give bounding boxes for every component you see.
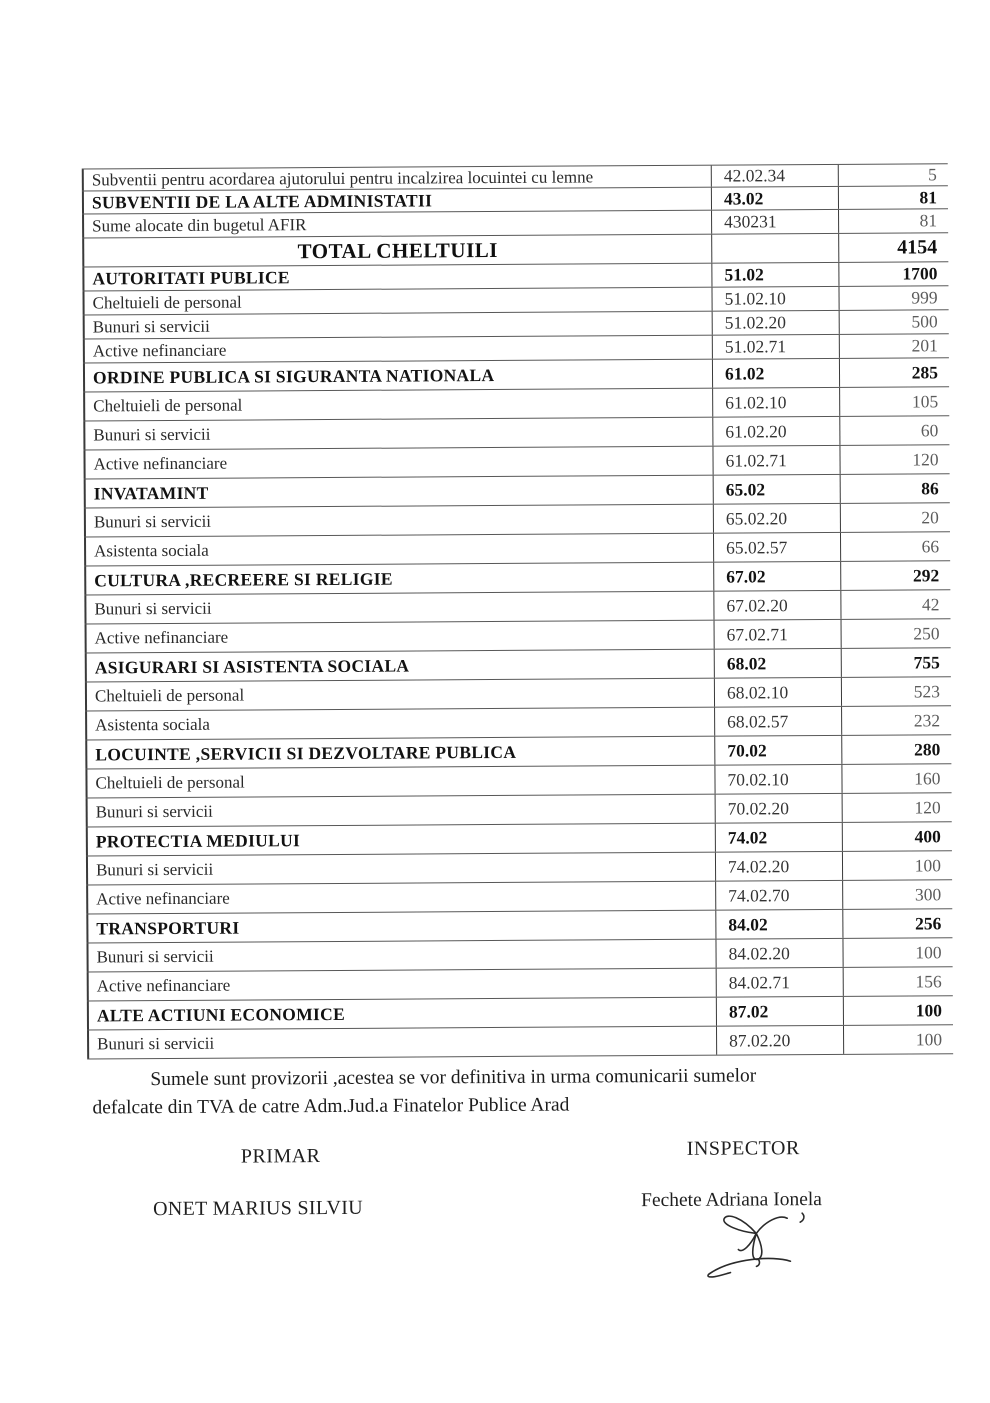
row-label-cell: Subventii pentru acordarea ajutorului pentru incalzirea locuintei cu lemne xyxy=(82,166,712,191)
row-value-cell: 250 xyxy=(913,622,940,643)
row-label-cell: TOTAL CHELTUILI xyxy=(82,235,712,267)
row-code-cell: 87.02 xyxy=(717,997,844,1026)
row-value-cell: 5 xyxy=(927,164,937,185)
row-value-cell: 285 xyxy=(911,361,939,382)
row-label-cell: Cheltuieli de personal xyxy=(85,766,715,798)
row-value-cell: 100 xyxy=(915,1028,943,1049)
row-value-cell: 66 xyxy=(921,535,940,556)
table-row xyxy=(87,1025,953,1059)
row-label-cell: ALTE ACTIUNI ECONOMICE xyxy=(87,998,717,1030)
inspector-name: Fechete Adriana Ionela xyxy=(640,1189,822,1212)
row-code-cell: 68.02.57 xyxy=(715,707,842,736)
primar-title: PRIMAR xyxy=(240,1145,321,1168)
budget-table xyxy=(82,163,953,1059)
row-value-cell: 755 xyxy=(913,651,940,672)
row-code-cell: 84.02 xyxy=(716,910,843,939)
handwritten-signature xyxy=(696,1206,826,1283)
row-value-cell: 42 xyxy=(921,593,940,614)
row-value-cell: 256 xyxy=(915,912,942,933)
row-code-cell: 430231 xyxy=(712,210,839,234)
row-code-cell: 84.02.71 xyxy=(717,968,844,997)
row-label-cell: Cheltuieli de personal xyxy=(82,288,712,315)
row-code-cell: 67.02 xyxy=(714,562,841,591)
primar-name: ONET MARIUS SILVIU xyxy=(153,1196,364,1221)
row-code-cell: 70.02.20 xyxy=(716,794,843,823)
row-value-cell: 292 xyxy=(912,564,940,585)
row-label-cell: Sume alocate din bugetul AFIR xyxy=(82,211,712,238)
row-code-cell: 74.02.20 xyxy=(716,852,843,881)
row-label-cell: Bunuri si servicii xyxy=(86,853,716,885)
row-value-cell: 100 xyxy=(915,941,942,962)
row-label-cell: Bunuri si servicii xyxy=(83,418,713,450)
row-label-cell: AUTORITATI PUBLICE xyxy=(82,264,712,291)
row-code-cell: 70.02 xyxy=(715,736,842,765)
row-code-cell: 74.02 xyxy=(716,823,843,852)
row-code-cell: 61.02.71 xyxy=(713,446,840,475)
row-value-cell: 81 xyxy=(919,210,938,231)
row-value-cell: 100 xyxy=(915,999,942,1020)
row-value-cell: 60 xyxy=(920,419,939,440)
row-value-cell: 105 xyxy=(911,390,939,411)
row-code-cell: 65.02.57 xyxy=(714,533,841,562)
row-code-cell: 51.02.71 xyxy=(713,335,840,359)
note-line-2: defalcate din TVA de catre Adm.Jud.a Finatelor Publice Arad xyxy=(92,1094,570,1119)
row-value-cell: 500 xyxy=(911,311,938,332)
row-code-cell: 74.02.70 xyxy=(716,881,843,910)
row-label-cell: Bunuri si servicii xyxy=(84,505,714,537)
row-code-cell: 68.02.10 xyxy=(715,678,842,707)
row-label-cell: CULTURA ,RECREERE SI RELIGIE xyxy=(84,563,714,595)
row-code-cell: 61.02.20 xyxy=(713,417,840,446)
row-label-cell: INVATAMINT xyxy=(84,476,714,508)
row-value-cell: 280 xyxy=(913,738,941,759)
row-value-cell: 523 xyxy=(913,680,941,701)
row-value-cell: 86 xyxy=(921,477,939,498)
row-value-cell: 999 xyxy=(911,287,938,308)
inspector-title: INSPECTOR xyxy=(686,1137,800,1160)
row-value-cell: 201 xyxy=(911,335,938,356)
row-code-cell: 68.02 xyxy=(715,649,842,678)
row-label-cell: ORDINE PUBLICA SI SIGURANTA NATIONALA xyxy=(83,360,713,392)
row-value-cell: 4154 xyxy=(897,235,938,259)
row-code-cell: 65.02 xyxy=(714,475,841,504)
note-line-1: Sumele sunt provizorii ,acestea se vor definitiva in urma comunicarii sumelor xyxy=(150,1065,757,1091)
row-value-cell: 400 xyxy=(914,825,941,846)
row-value-cell: 120 xyxy=(912,448,939,469)
row-code-cell: 51.02 xyxy=(712,263,839,287)
row-code-cell xyxy=(712,234,839,263)
row-label-cell: Active nefinanciare xyxy=(83,447,713,479)
row-code-cell: 67.02.20 xyxy=(714,591,841,620)
row-label-cell: SUBVENTII DE LA ALTE ADMINISTATII xyxy=(82,188,712,214)
row-value-cell: 300 xyxy=(914,883,942,904)
row-value-cell: 232 xyxy=(913,709,941,730)
row-label-cell: Bunuri si servicii xyxy=(84,592,714,624)
row-label-cell: Cheltuieli de personal xyxy=(83,389,713,421)
row-label-cell: Active nefinanciare xyxy=(86,882,716,914)
row-code-cell: 61.02 xyxy=(713,359,840,388)
row-label-cell: Active nefinanciare xyxy=(85,621,715,653)
row-code-cell: 67.02.71 xyxy=(715,620,842,649)
row-code-cell: 43.02 xyxy=(712,187,839,210)
row-label-cell: Active nefinanciare xyxy=(83,336,713,363)
row-code-cell: 51.02.10 xyxy=(712,287,839,311)
row-code-cell: 84.02.20 xyxy=(716,939,843,968)
row-label-cell: Asistenta sociala xyxy=(84,534,714,566)
row-value-cell: 1700 xyxy=(902,263,938,284)
row-label-cell: PROTECTIA MEDIULUI xyxy=(86,824,716,856)
row-value-cell: 160 xyxy=(914,767,941,788)
row-code-cell: 65.02.20 xyxy=(714,504,841,533)
row-value-cell: 156 xyxy=(915,970,942,991)
row-label-cell: ASIGURARI SI ASISTENTA SOCIALA xyxy=(85,650,715,682)
row-value-cell: 20 xyxy=(921,506,939,527)
row-label-cell: Active nefinanciare xyxy=(87,969,717,1001)
row-label-cell: Bunuri si servicii xyxy=(86,940,716,972)
row-label-cell: Bunuri si servicii xyxy=(86,795,716,827)
row-label-cell: TRANSPORTURI xyxy=(86,911,716,943)
row-label-cell: Asistenta sociala xyxy=(85,708,715,740)
row-code-cell: 87.02.20 xyxy=(717,1026,844,1055)
row-value-cell: 100 xyxy=(914,854,942,875)
row-label-cell: Cheltuieli de personal xyxy=(85,679,715,711)
row-code-cell: 51.02.20 xyxy=(713,311,840,335)
row-code-cell: 61.02.10 xyxy=(713,388,840,417)
row-code-cell: 70.02.10 xyxy=(715,765,842,794)
row-code-cell: 42.02.34 xyxy=(712,165,839,187)
row-label-cell: Bunuri si servicii xyxy=(87,1027,717,1059)
row-label-cell: Bunuri si servicii xyxy=(83,312,713,339)
row-label-cell: LOCUINTE ,SERVICII SI DEZVOLTARE PUBLICA xyxy=(85,737,715,769)
row-value-cell: 81 xyxy=(919,186,937,207)
row-value-cell: 120 xyxy=(914,796,941,817)
